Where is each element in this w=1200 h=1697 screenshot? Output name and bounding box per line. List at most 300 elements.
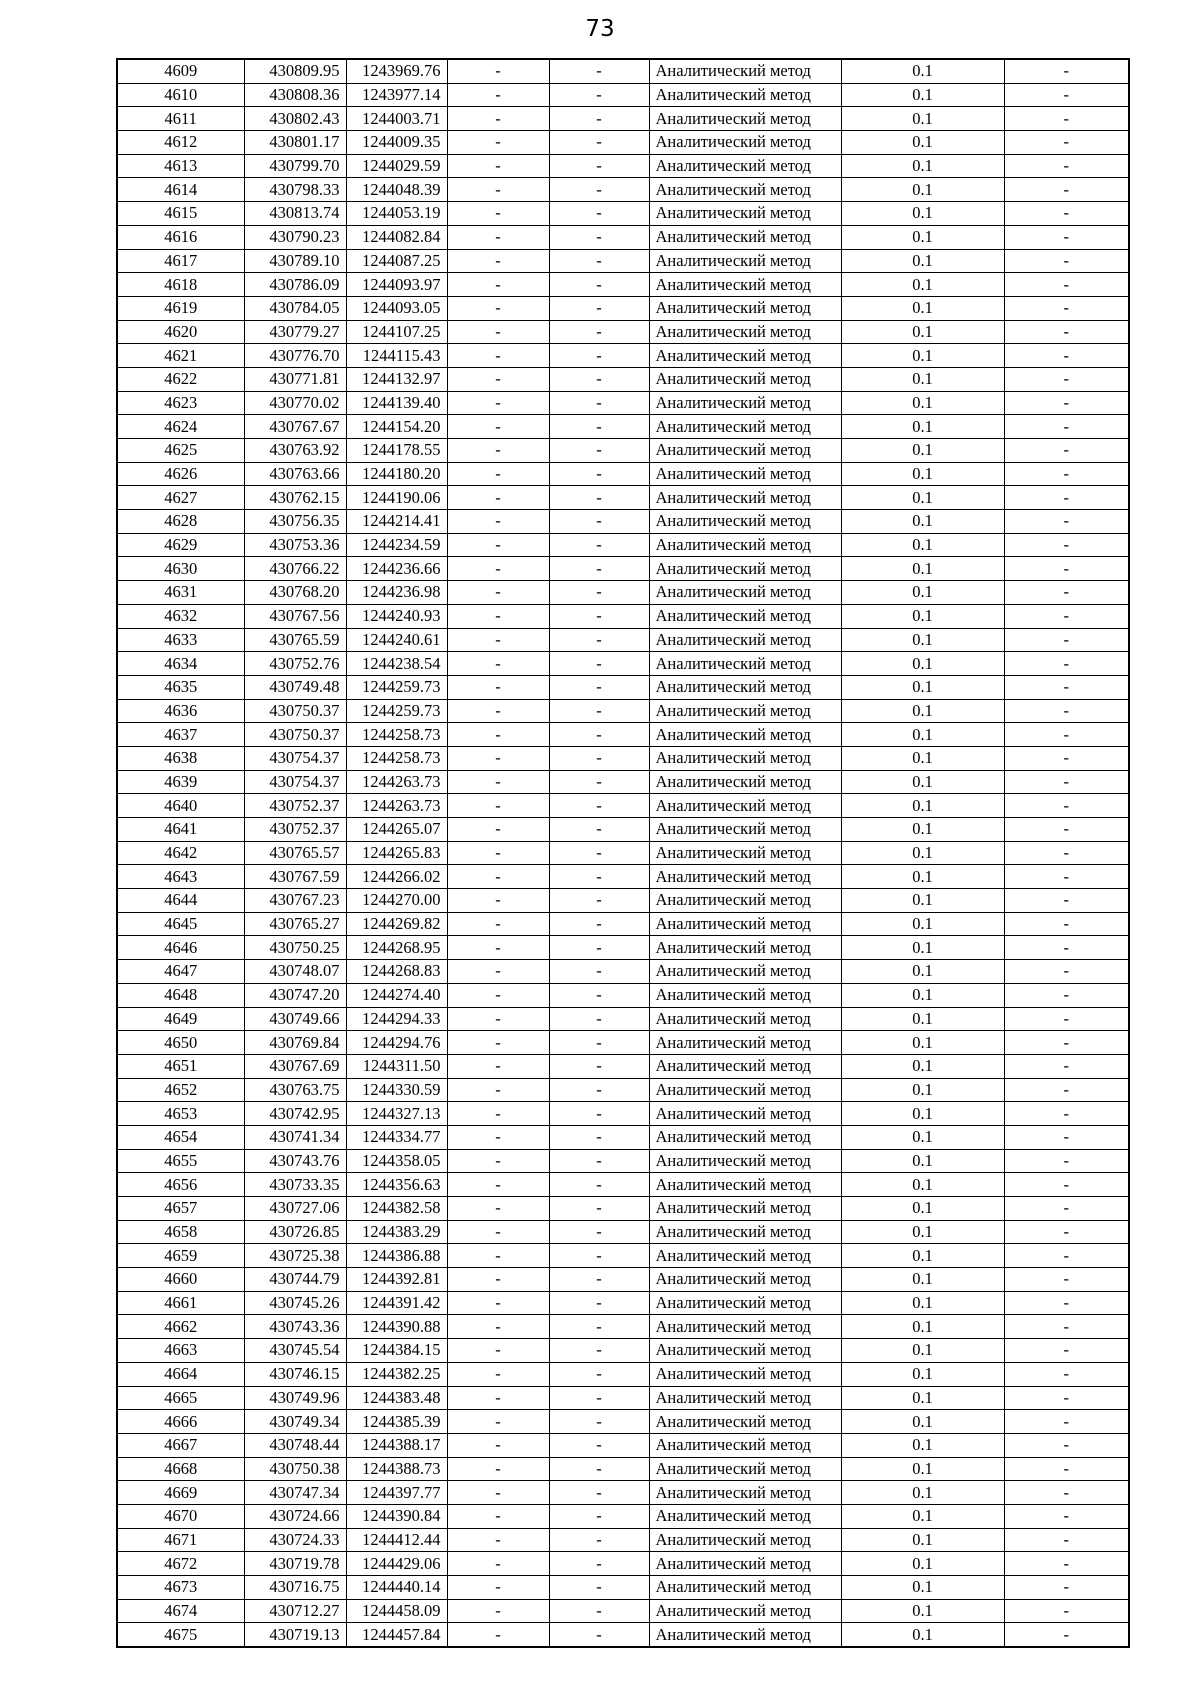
- y-coordinate-cell: 1244266.02: [346, 865, 447, 889]
- point-number-cell: 4646: [117, 936, 244, 960]
- empty-cell-c: -: [1004, 746, 1129, 770]
- table-row: [117, 154, 1129, 178]
- empty-cell-b: -: [549, 1386, 649, 1410]
- y-coordinate-cell: 1244386.88: [346, 1244, 447, 1268]
- empty-cell-b: -: [549, 154, 649, 178]
- empty-cell-b: -: [549, 1504, 649, 1528]
- empty-cell-b: -: [549, 1268, 649, 1292]
- x-coordinate-cell: 430753.36: [244, 533, 346, 557]
- table-row: [117, 178, 1129, 202]
- method-cell: Аналитический метод: [649, 1623, 841, 1647]
- empty-cell-b: -: [549, 107, 649, 131]
- point-number-cell: 4657: [117, 1197, 244, 1221]
- empty-cell-a: -: [447, 794, 549, 818]
- empty-cell-a: -: [447, 770, 549, 794]
- y-coordinate-cell: 1244190.06: [346, 486, 447, 510]
- empty-cell-a: -: [447, 1362, 549, 1386]
- y-coordinate-cell: 1244093.05: [346, 296, 447, 320]
- accuracy-cell: 0.1: [841, 1315, 1004, 1339]
- y-coordinate-cell: 1244330.59: [346, 1078, 447, 1102]
- empty-cell-b: -: [549, 367, 649, 391]
- empty-cell-b: -: [549, 1576, 649, 1600]
- method-cell: Аналитический метод: [649, 1386, 841, 1410]
- y-coordinate-cell: 1244294.76: [346, 1031, 447, 1055]
- empty-cell-a: -: [447, 367, 549, 391]
- y-coordinate-cell: 1244263.73: [346, 770, 447, 794]
- accuracy-cell: 0.1: [841, 273, 1004, 297]
- x-coordinate-cell: 430746.15: [244, 1362, 346, 1386]
- empty-cell-c: -: [1004, 1102, 1129, 1126]
- x-coordinate-cell: 430712.27: [244, 1599, 346, 1623]
- y-coordinate-cell: 1244234.59: [346, 533, 447, 557]
- table-row: [117, 320, 1129, 344]
- empty-cell-a: -: [447, 131, 549, 155]
- table-row: [117, 83, 1129, 107]
- point-number-cell: 4641: [117, 818, 244, 842]
- point-number-cell: 4611: [117, 107, 244, 131]
- point-number-cell: 4637: [117, 723, 244, 747]
- accuracy-cell: 0.1: [841, 1457, 1004, 1481]
- point-number-cell: 4659: [117, 1244, 244, 1268]
- accuracy-cell: 0.1: [841, 1125, 1004, 1149]
- method-cell: Аналитический метод: [649, 59, 841, 83]
- point-number-cell: 4632: [117, 604, 244, 628]
- y-coordinate-cell: 1244294.33: [346, 1007, 447, 1031]
- empty-cell-c: -: [1004, 131, 1129, 155]
- x-coordinate-cell: 430725.38: [244, 1244, 346, 1268]
- empty-cell-b: -: [549, 1220, 649, 1244]
- accuracy-cell: 0.1: [841, 533, 1004, 557]
- empty-cell-c: -: [1004, 486, 1129, 510]
- accuracy-cell: 0.1: [841, 154, 1004, 178]
- empty-cell-a: -: [447, 1268, 549, 1292]
- empty-cell-a: -: [447, 841, 549, 865]
- empty-cell-b: -: [549, 1528, 649, 1552]
- x-coordinate-cell: 430754.37: [244, 770, 346, 794]
- empty-cell-c: -: [1004, 344, 1129, 368]
- table-row: [117, 1576, 1129, 1600]
- empty-cell-b: -: [549, 770, 649, 794]
- method-cell: Аналитический метод: [649, 983, 841, 1007]
- method-cell: Аналитический метод: [649, 273, 841, 297]
- table-row: [117, 818, 1129, 842]
- x-coordinate-cell: 430762.15: [244, 486, 346, 510]
- point-number-cell: 4624: [117, 415, 244, 439]
- empty-cell-a: -: [447, 912, 549, 936]
- y-coordinate-cell: 1244397.77: [346, 1481, 447, 1505]
- x-coordinate-cell: 430802.43: [244, 107, 346, 131]
- empty-cell-a: -: [447, 699, 549, 723]
- y-coordinate-cell: 1244259.73: [346, 675, 447, 699]
- x-coordinate-cell: 430749.96: [244, 1386, 346, 1410]
- point-number-cell: 4618: [117, 273, 244, 297]
- y-coordinate-cell: 1244259.73: [346, 699, 447, 723]
- empty-cell-c: -: [1004, 1173, 1129, 1197]
- method-cell: Аналитический метод: [649, 699, 841, 723]
- accuracy-cell: 0.1: [841, 1291, 1004, 1315]
- table-row: [117, 912, 1129, 936]
- point-number-cell: 4625: [117, 439, 244, 463]
- accuracy-cell: 0.1: [841, 723, 1004, 747]
- empty-cell-a: -: [447, 652, 549, 676]
- accuracy-cell: 0.1: [841, 675, 1004, 699]
- method-cell: Аналитический метод: [649, 960, 841, 984]
- accuracy-cell: 0.1: [841, 936, 1004, 960]
- point-number-cell: 4651: [117, 1054, 244, 1078]
- empty-cell-b: -: [549, 818, 649, 842]
- accuracy-cell: 0.1: [841, 604, 1004, 628]
- accuracy-cell: 0.1: [841, 912, 1004, 936]
- empty-cell-a: -: [447, 1576, 549, 1600]
- empty-cell-c: -: [1004, 1433, 1129, 1457]
- x-coordinate-cell: 430779.27: [244, 320, 346, 344]
- y-coordinate-cell: 1244214.41: [346, 510, 447, 534]
- accuracy-cell: 0.1: [841, 1481, 1004, 1505]
- y-coordinate-cell: 1244383.29: [346, 1220, 447, 1244]
- empty-cell-c: -: [1004, 296, 1129, 320]
- accuracy-cell: 0.1: [841, 107, 1004, 131]
- y-coordinate-cell: 1244327.13: [346, 1102, 447, 1126]
- x-coordinate-cell: 430763.66: [244, 462, 346, 486]
- table-row: [117, 841, 1129, 865]
- y-coordinate-cell: 1244390.88: [346, 1315, 447, 1339]
- method-cell: Аналитический метод: [649, 1007, 841, 1031]
- accuracy-cell: 0.1: [841, 1078, 1004, 1102]
- accuracy-cell: 0.1: [841, 770, 1004, 794]
- method-cell: Аналитический метод: [649, 1220, 841, 1244]
- empty-cell-b: -: [549, 1362, 649, 1386]
- method-cell: Аналитический метод: [649, 675, 841, 699]
- empty-cell-a: -: [447, 1386, 549, 1410]
- table-row: [117, 296, 1129, 320]
- table-row: [117, 1433, 1129, 1457]
- accuracy-cell: 0.1: [841, 1386, 1004, 1410]
- empty-cell-a: -: [447, 865, 549, 889]
- accuracy-cell: 0.1: [841, 1244, 1004, 1268]
- empty-cell-c: -: [1004, 1528, 1129, 1552]
- x-coordinate-cell: 430784.05: [244, 296, 346, 320]
- x-coordinate-cell: 430749.34: [244, 1410, 346, 1434]
- y-coordinate-cell: 1244236.66: [346, 557, 447, 581]
- empty-cell-c: -: [1004, 415, 1129, 439]
- point-number-cell: 4652: [117, 1078, 244, 1102]
- y-coordinate-cell: 1244274.40: [346, 983, 447, 1007]
- table-row: [117, 1291, 1129, 1315]
- y-coordinate-cell: 1244265.83: [346, 841, 447, 865]
- y-coordinate-cell: 1244270.00: [346, 889, 447, 913]
- empty-cell-a: -: [447, 107, 549, 131]
- method-cell: Аналитический метод: [649, 652, 841, 676]
- empty-cell-c: -: [1004, 1220, 1129, 1244]
- table-row: [117, 533, 1129, 557]
- method-cell: Аналитический метод: [649, 1291, 841, 1315]
- empty-cell-c: -: [1004, 1291, 1129, 1315]
- point-number-cell: 4626: [117, 462, 244, 486]
- method-cell: Аналитический метод: [649, 367, 841, 391]
- point-number-cell: 4620: [117, 320, 244, 344]
- coordinates-table-container: [116, 58, 1130, 1648]
- point-number-cell: 4634: [117, 652, 244, 676]
- x-coordinate-cell: 430765.57: [244, 841, 346, 865]
- table-row: [117, 889, 1129, 913]
- point-number-cell: 4667: [117, 1433, 244, 1457]
- empty-cell-a: -: [447, 202, 549, 226]
- empty-cell-a: -: [447, 344, 549, 368]
- method-cell: Аналитический метод: [649, 391, 841, 415]
- method-cell: Аналитический метод: [649, 841, 841, 865]
- empty-cell-b: -: [549, 983, 649, 1007]
- empty-cell-b: -: [549, 202, 649, 226]
- table-row: [117, 960, 1129, 984]
- empty-cell-c: -: [1004, 1149, 1129, 1173]
- table-row: [117, 865, 1129, 889]
- point-number-cell: 4636: [117, 699, 244, 723]
- empty-cell-c: -: [1004, 1599, 1129, 1623]
- accuracy-cell: 0.1: [841, 367, 1004, 391]
- y-coordinate-cell: 1244440.14: [346, 1576, 447, 1600]
- empty-cell-b: -: [549, 1173, 649, 1197]
- table-row: [117, 1410, 1129, 1434]
- table-row: [117, 1552, 1129, 1576]
- point-number-cell: 4662: [117, 1315, 244, 1339]
- empty-cell-b: -: [549, 581, 649, 605]
- empty-cell-c: -: [1004, 439, 1129, 463]
- method-cell: Аналитический метод: [649, 1078, 841, 1102]
- y-coordinate-cell: 1244412.44: [346, 1528, 447, 1552]
- y-coordinate-cell: 1244384.15: [346, 1339, 447, 1363]
- empty-cell-b: -: [549, 391, 649, 415]
- empty-cell-a: -: [447, 628, 549, 652]
- empty-cell-a: -: [447, 273, 549, 297]
- y-coordinate-cell: 1244087.25: [346, 249, 447, 273]
- method-cell: Аналитический метод: [649, 154, 841, 178]
- accuracy-cell: 0.1: [841, 746, 1004, 770]
- empty-cell-a: -: [447, 225, 549, 249]
- empty-cell-b: -: [549, 1149, 649, 1173]
- empty-cell-c: -: [1004, 1410, 1129, 1434]
- empty-cell-c: -: [1004, 723, 1129, 747]
- x-coordinate-cell: 430749.48: [244, 675, 346, 699]
- empty-cell-c: -: [1004, 912, 1129, 936]
- empty-cell-a: -: [447, 296, 549, 320]
- empty-cell-a: -: [447, 1339, 549, 1363]
- accuracy-cell: 0.1: [841, 818, 1004, 842]
- x-coordinate-cell: 430749.66: [244, 1007, 346, 1031]
- empty-cell-a: -: [447, 889, 549, 913]
- y-coordinate-cell: 1244180.20: [346, 462, 447, 486]
- x-coordinate-cell: 430765.27: [244, 912, 346, 936]
- x-coordinate-cell: 430767.23: [244, 889, 346, 913]
- x-coordinate-cell: 430763.75: [244, 1078, 346, 1102]
- y-coordinate-cell: 1244382.25: [346, 1362, 447, 1386]
- empty-cell-c: -: [1004, 202, 1129, 226]
- point-number-cell: 4663: [117, 1339, 244, 1363]
- y-coordinate-cell: 1244258.73: [346, 746, 447, 770]
- accuracy-cell: 0.1: [841, 557, 1004, 581]
- table-row: [117, 415, 1129, 439]
- table-row: [117, 1078, 1129, 1102]
- table-row: [117, 581, 1129, 605]
- y-coordinate-cell: 1244458.09: [346, 1599, 447, 1623]
- empty-cell-c: -: [1004, 1481, 1129, 1505]
- page-number: 73: [585, 16, 615, 42]
- empty-cell-b: -: [549, 1599, 649, 1623]
- method-cell: Аналитический метод: [649, 249, 841, 273]
- empty-cell-c: -: [1004, 794, 1129, 818]
- table-row: [117, 604, 1129, 628]
- empty-cell-b: -: [549, 1054, 649, 1078]
- empty-cell-b: -: [549, 1457, 649, 1481]
- method-cell: Аналитический метод: [649, 486, 841, 510]
- empty-cell-a: -: [447, 59, 549, 83]
- empty-cell-a: -: [447, 746, 549, 770]
- y-coordinate-cell: 1244263.73: [346, 794, 447, 818]
- method-cell: Аналитический метод: [649, 1504, 841, 1528]
- method-cell: Аналитический метод: [649, 794, 841, 818]
- method-cell: Аналитический метод: [649, 628, 841, 652]
- empty-cell-a: -: [447, 983, 549, 1007]
- y-coordinate-cell: 1244391.42: [346, 1291, 447, 1315]
- accuracy-cell: 0.1: [841, 178, 1004, 202]
- empty-cell-a: -: [447, 675, 549, 699]
- x-coordinate-cell: 430765.59: [244, 628, 346, 652]
- method-cell: Аналитический метод: [649, 462, 841, 486]
- x-coordinate-cell: 430801.17: [244, 131, 346, 155]
- point-number-cell: 4616: [117, 225, 244, 249]
- point-number-cell: 4654: [117, 1125, 244, 1149]
- empty-cell-a: -: [447, 486, 549, 510]
- table-row: [117, 557, 1129, 581]
- empty-cell-a: -: [447, 1623, 549, 1647]
- accuracy-cell: 0.1: [841, 960, 1004, 984]
- accuracy-cell: 0.1: [841, 320, 1004, 344]
- accuracy-cell: 0.1: [841, 1623, 1004, 1647]
- point-number-cell: 4621: [117, 344, 244, 368]
- empty-cell-b: -: [549, 604, 649, 628]
- table-row: [117, 675, 1129, 699]
- table-row: [117, 1054, 1129, 1078]
- point-number-cell: 4671: [117, 1528, 244, 1552]
- accuracy-cell: 0.1: [841, 462, 1004, 486]
- x-coordinate-cell: 430798.33: [244, 178, 346, 202]
- x-coordinate-cell: 430750.37: [244, 723, 346, 747]
- coordinates-table: [116, 58, 1130, 1648]
- empty-cell-a: -: [447, 1031, 549, 1055]
- x-coordinate-cell: 430748.07: [244, 960, 346, 984]
- accuracy-cell: 0.1: [841, 865, 1004, 889]
- point-number-cell: 4609: [117, 59, 244, 83]
- table-row: [117, 344, 1129, 368]
- table-row: [117, 983, 1129, 1007]
- x-coordinate-cell: 430769.84: [244, 1031, 346, 1055]
- x-coordinate-cell: 430733.35: [244, 1173, 346, 1197]
- y-coordinate-cell: 1244115.43: [346, 344, 447, 368]
- y-coordinate-cell: 1244258.73: [346, 723, 447, 747]
- empty-cell-b: -: [549, 344, 649, 368]
- x-coordinate-cell: 430770.02: [244, 391, 346, 415]
- y-coordinate-cell: 1244358.05: [346, 1149, 447, 1173]
- empty-cell-b: -: [549, 675, 649, 699]
- y-coordinate-cell: 1244082.84: [346, 225, 447, 249]
- empty-cell-c: -: [1004, 1125, 1129, 1149]
- y-coordinate-cell: 1244048.39: [346, 178, 447, 202]
- empty-cell-c: -: [1004, 1576, 1129, 1600]
- point-number-cell: 4629: [117, 533, 244, 557]
- table-row: [117, 202, 1129, 226]
- method-cell: Аналитический метод: [649, 912, 841, 936]
- method-cell: Аналитический метод: [649, 225, 841, 249]
- accuracy-cell: 0.1: [841, 1054, 1004, 1078]
- accuracy-cell: 0.1: [841, 249, 1004, 273]
- x-coordinate-cell: 430756.35: [244, 510, 346, 534]
- table-row: [117, 1173, 1129, 1197]
- table-row: [117, 1031, 1129, 1055]
- empty-cell-c: -: [1004, 1078, 1129, 1102]
- empty-cell-c: -: [1004, 320, 1129, 344]
- method-cell: Аналитический метод: [649, 604, 841, 628]
- x-coordinate-cell: 430763.92: [244, 439, 346, 463]
- method-cell: Аналитический метод: [649, 746, 841, 770]
- empty-cell-c: -: [1004, 936, 1129, 960]
- point-number-cell: 4660: [117, 1268, 244, 1292]
- table-row: [117, 1362, 1129, 1386]
- table-row: [117, 510, 1129, 534]
- x-coordinate-cell: 430727.06: [244, 1197, 346, 1221]
- point-number-cell: 4666: [117, 1410, 244, 1434]
- empty-cell-a: -: [447, 604, 549, 628]
- x-coordinate-cell: 430754.37: [244, 746, 346, 770]
- empty-cell-c: -: [1004, 273, 1129, 297]
- accuracy-cell: 0.1: [841, 1339, 1004, 1363]
- table-row: [117, 1504, 1129, 1528]
- empty-cell-b: -: [549, 841, 649, 865]
- empty-cell-b: -: [549, 131, 649, 155]
- empty-cell-c: -: [1004, 652, 1129, 676]
- method-cell: Аналитический метод: [649, 723, 841, 747]
- method-cell: Аналитический метод: [649, 557, 841, 581]
- empty-cell-c: -: [1004, 1054, 1129, 1078]
- y-coordinate-cell: 1244053.19: [346, 202, 447, 226]
- x-coordinate-cell: 430771.81: [244, 367, 346, 391]
- empty-cell-c: -: [1004, 1197, 1129, 1221]
- empty-cell-b: -: [549, 960, 649, 984]
- point-number-cell: 4650: [117, 1031, 244, 1055]
- empty-cell-a: -: [447, 723, 549, 747]
- point-number-cell: 4622: [117, 367, 244, 391]
- empty-cell-c: -: [1004, 107, 1129, 131]
- empty-cell-a: -: [447, 1410, 549, 1434]
- method-cell: Аналитический метод: [649, 1362, 841, 1386]
- y-coordinate-cell: 1243977.14: [346, 83, 447, 107]
- empty-cell-b: -: [549, 746, 649, 770]
- x-coordinate-cell: 430742.95: [244, 1102, 346, 1126]
- table-row: [117, 1339, 1129, 1363]
- accuracy-cell: 0.1: [841, 1433, 1004, 1457]
- empty-cell-c: -: [1004, 1339, 1129, 1363]
- empty-cell-a: -: [447, 391, 549, 415]
- x-coordinate-cell: 430768.20: [244, 581, 346, 605]
- empty-cell-b: -: [549, 1315, 649, 1339]
- point-number-cell: 4639: [117, 770, 244, 794]
- y-coordinate-cell: 1244265.07: [346, 818, 447, 842]
- point-number-cell: 4668: [117, 1457, 244, 1481]
- table-row: [117, 367, 1129, 391]
- empty-cell-a: -: [447, 1054, 549, 1078]
- accuracy-cell: 0.1: [841, 1576, 1004, 1600]
- accuracy-cell: 0.1: [841, 296, 1004, 320]
- table-row: [117, 225, 1129, 249]
- accuracy-cell: 0.1: [841, 1197, 1004, 1221]
